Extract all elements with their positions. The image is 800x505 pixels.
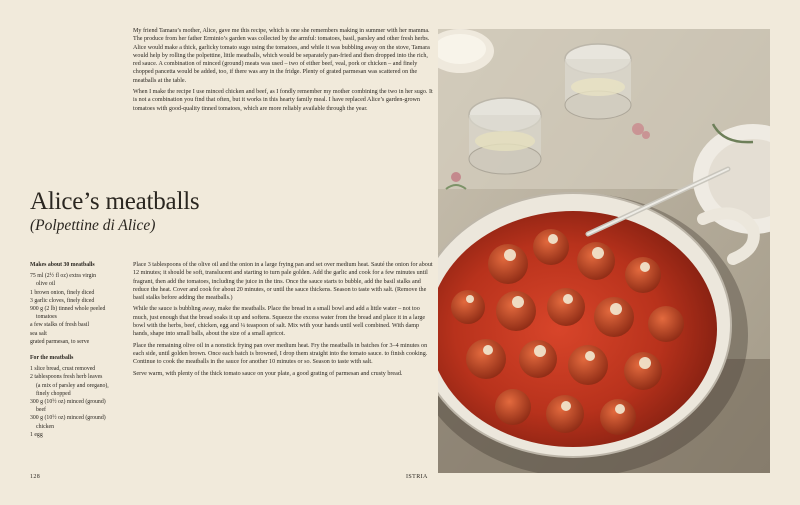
- section-name: ISTRIA: [406, 474, 428, 480]
- meatball-ingredients: [30, 365, 122, 439]
- sauce-ingredients: [30, 272, 122, 346]
- ingredient-item: 300 g (10½ oz) minced (ground) beef: [30, 399, 106, 414]
- ingredient-item: 1 brown onion, finely diced: [30, 289, 95, 296]
- water-glass: [565, 44, 631, 119]
- makes-heading: Makes about 30 meatballs: [30, 262, 95, 268]
- ingredient-item: 75 ml (2½ fl oz) extra virgin olive oil: [30, 273, 97, 288]
- intro-paragraph: My friend Tamara’s mother, Alice, gave me this recipe, which is one she remembers making in summer with her mamma. The produce from her father Erminio’s garden was collected by the armful: tomatoes, basil, parsley and other fresh herbs. Alice would make a thick, garlicky tomato sugo using the tomatoes, and while it was bubbling away on the stove, Tamara would help by rolling the polpettine, little meatballs, which would be separately pan-fried and then dropped into the rich, red sauce. A combination of minced (ground) meats was used – two of either beef, veal, pork or chicken – and finely chopped pancetta would be added, too, if there was any in the fridge. Plenty of grated parmesan was scattered on the meatballs at the table.: [133, 28, 430, 84]
- ingredients-list: [30, 261, 122, 439]
- ingredient-item: 900 g (2 lb) tinned whole peeled tomatoes: [30, 306, 106, 321]
- meatballs-heading: For the meatballs: [30, 355, 74, 362]
- recipe-title: Alice’s meatballs: [30, 188, 200, 215]
- meatballs-photo: [438, 29, 770, 473]
- intro-paragraph: When I make the recipe I use minced chicken and beef, as I fondly remember my mother combining the two in her sugo. It is not a combination you find that often, but it works in this hearty family meal. I have replaced Alice’s garden-grown tomatoes with good-quality tinned tomatoes, which are more reliably available through the year.: [133, 89, 433, 112]
- method-step: While the sauce is bubbling away, make the meatballs. Place the bread in a small bowl and add a little water – not too much, just enough that the bread soaks it up and softens. Squeeze the excess water from the bread and place it in a large bowl with the herbs, beef, chicken, egg and ¼ teaspoon of salt. Mix with your hands until well combined. With damp hands, shape into small balls, about the size of a small apricot.: [133, 306, 426, 338]
- intro-text: [133, 27, 433, 116]
- method-step: Serve warm, with plenty of the thick tomato sauce on your plate, a good grating of parmesan and crusty bread.: [133, 370, 403, 377]
- recipe-subtitle: (Polpettine di Alice): [30, 217, 156, 234]
- method-text: [133, 261, 433, 381]
- ingredient-item: sea salt: [30, 330, 47, 337]
- wine-glass: [469, 98, 541, 174]
- ingredient-item: 1 egg: [30, 431, 43, 438]
- ingredient-item: 300 g (10½ oz) minced (ground) chicken: [30, 415, 106, 430]
- ingredient-item: 1 slice bread, crust removed: [30, 366, 96, 373]
- ingredient-item: 3 garlic cloves, finely diced: [30, 297, 95, 304]
- method-step: Place the remaining olive oil in a nonstick frying pan over medium heat. Fry the meatballs in batches for 3–4 minutes on each side, until golden brown. Once each batch is browned, I drop them straight into the tomato sauce. to finish cooking. Continue to cook the meatballs in the sauce for another 10 minutes or so. Season to taste with salt.: [133, 342, 428, 366]
- page-number: 128: [30, 474, 41, 480]
- method-step: Place 3 tablespoons of the olive oil and the onion in a large frying pan and set over medium heat. Sauté the onion for about 12 minutes; it should be soft, translucent and starting to turn pale golden. Add the garlic and cook for a few minutes until fragrant, then add the tomatoes, including the juice in the tins. Once the sauce starts to bubble, add the basil stalks and reduce the heat. Cover and cook for about 20 minutes, or until the sauce thickens. Season to taste with salt. (Remove the basil stalks before adding the meatballs.): [133, 262, 433, 302]
- ingredient-item: a few stalks of fresh basil: [30, 322, 90, 329]
- ingredient-item: 2 tablespoons fresh herb leaves (a mix of parsley and oregano), finely chopped: [30, 374, 109, 397]
- ingredient-item: grated parmesan, to serve: [30, 338, 90, 345]
